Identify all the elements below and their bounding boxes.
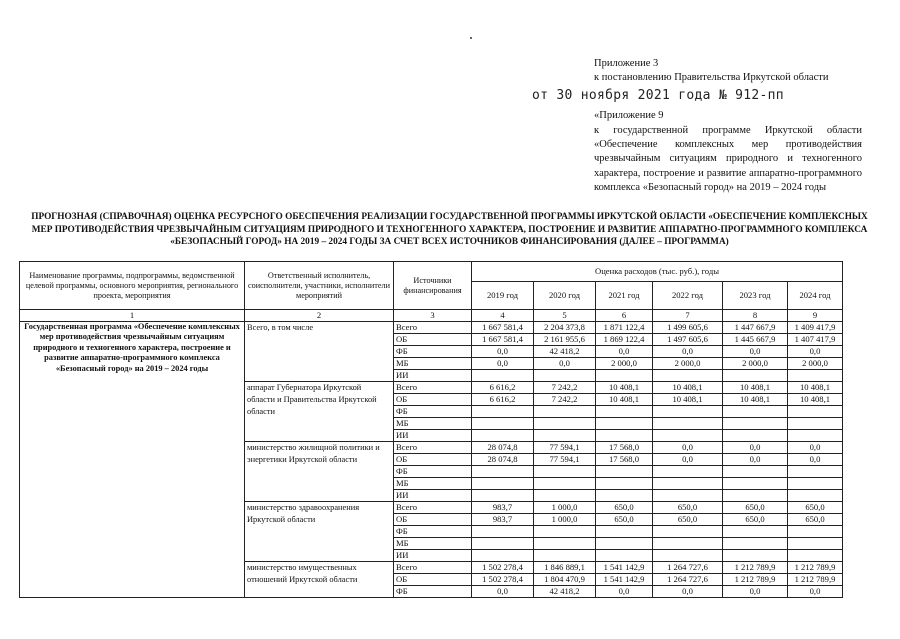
value-cell [534, 525, 596, 537]
value-cell: 2 161 955,6 [534, 333, 596, 345]
source-cell: Всего [394, 501, 472, 513]
value-cell [596, 489, 653, 501]
value-cell: 10 408,1 [723, 393, 788, 405]
source-cell: ИИ [394, 369, 472, 381]
value-cell: 650,0 [596, 501, 653, 513]
value-cell: 983,7 [472, 513, 534, 525]
year-header: 2019 год [472, 282, 534, 310]
value-cell: 1 804 470,9 [534, 573, 596, 585]
value-cell [723, 405, 788, 417]
value-cell: 1 869 122,4 [596, 333, 653, 345]
value-cell: 10 408,1 [596, 381, 653, 393]
year-header: 2023 год [723, 282, 788, 310]
source-cell: Всего [394, 381, 472, 393]
value-cell: 42 418,2 [534, 345, 596, 357]
value-cell: 1 541 142,9 [596, 561, 653, 573]
source-cell: ИИ [394, 429, 472, 441]
value-cell: 983,7 [472, 501, 534, 513]
value-cell [534, 477, 596, 489]
year-header: 2024 год [788, 282, 843, 310]
value-cell: 17 568,0 [596, 441, 653, 453]
column-index: 7 [653, 310, 723, 322]
value-cell [723, 369, 788, 381]
value-cell: 0,0 [723, 585, 788, 597]
col-header-executor: Ответственный исполнитель, соисполнители, участники, исполнители мероприятий [245, 262, 394, 310]
value-cell: 650,0 [788, 513, 843, 525]
value-cell [472, 405, 534, 417]
value-cell [596, 537, 653, 549]
value-cell [472, 477, 534, 489]
executor-cell: аппарат Губернатора Иркутской области и Правительства Иркутской области [245, 381, 394, 441]
value-cell: 1 264 727,6 [653, 561, 723, 573]
value-cell: 1 541 142,9 [596, 573, 653, 585]
value-cell: 7 242,2 [534, 393, 596, 405]
resolution-stamp: от 30 ноября 2021 года № 912-пп [532, 88, 784, 103]
value-cell: 1 502 278,4 [472, 561, 534, 573]
source-cell: ОБ [394, 393, 472, 405]
value-cell: 0,0 [788, 585, 843, 597]
value-cell: 28 074,8 [472, 453, 534, 465]
value-cell: 17 568,0 [596, 453, 653, 465]
source-cell: Всего [394, 321, 472, 333]
value-cell [653, 525, 723, 537]
year-header: 2020 год [534, 282, 596, 310]
value-cell [596, 465, 653, 477]
value-cell: 0,0 [472, 357, 534, 369]
value-cell [472, 489, 534, 501]
value-cell [653, 429, 723, 441]
value-cell [788, 489, 843, 501]
column-index: 2 [245, 310, 394, 322]
value-cell [534, 489, 596, 501]
value-cell [596, 405, 653, 417]
value-cell [472, 429, 534, 441]
value-cell [723, 417, 788, 429]
value-cell [788, 429, 843, 441]
value-cell: 6 616,2 [472, 381, 534, 393]
value-cell [788, 405, 843, 417]
value-cell [472, 525, 534, 537]
value-cell: 0,0 [788, 441, 843, 453]
source-cell: ОБ [394, 453, 472, 465]
column-index: 1 [20, 310, 245, 322]
value-cell [534, 417, 596, 429]
value-cell: 650,0 [723, 513, 788, 525]
value-cell [653, 549, 723, 561]
source-cell: ФБ [394, 525, 472, 537]
source-cell: ОБ [394, 573, 472, 585]
value-cell: 10 408,1 [788, 393, 843, 405]
source-cell: ФБ [394, 465, 472, 477]
value-cell: 0,0 [596, 585, 653, 597]
value-cell [534, 405, 596, 417]
value-cell [723, 549, 788, 561]
value-cell: 2 204 373,8 [534, 321, 596, 333]
appendix9-label: «Приложение 9 [594, 110, 664, 121]
value-cell [472, 369, 534, 381]
value-cell [596, 549, 653, 561]
source-cell: МБ [394, 357, 472, 369]
value-cell: 0,0 [723, 345, 788, 357]
value-cell: 2 000,0 [788, 357, 843, 369]
value-cell [723, 525, 788, 537]
source-cell: Всего [394, 441, 472, 453]
source-cell: МБ [394, 537, 472, 549]
value-cell: 1 497 605,6 [653, 333, 723, 345]
value-cell: 0,0 [723, 441, 788, 453]
column-index: 3 [394, 310, 472, 322]
value-cell [596, 417, 653, 429]
value-cell: 0,0 [653, 585, 723, 597]
value-cell [653, 537, 723, 549]
source-cell: ОБ [394, 513, 472, 525]
value-cell [653, 489, 723, 501]
appendix-label: Приложение 3 [594, 58, 659, 69]
value-cell [788, 477, 843, 489]
source-cell: Всего [394, 561, 472, 573]
value-cell: 10 408,1 [596, 393, 653, 405]
executor-cell: министерство жилищной политики и энергетики Иркутской области [245, 441, 394, 501]
value-cell [788, 525, 843, 537]
value-cell: 2 000,0 [596, 357, 653, 369]
value-cell [723, 465, 788, 477]
value-cell: 650,0 [788, 501, 843, 513]
value-cell: 0,0 [596, 345, 653, 357]
value-cell: 650,0 [596, 513, 653, 525]
value-cell: 1 445 667,9 [723, 333, 788, 345]
value-cell: 0,0 [472, 585, 534, 597]
value-cell [472, 465, 534, 477]
value-cell: 1 212 789,9 [723, 573, 788, 585]
column-index: 4 [472, 310, 534, 322]
value-cell [653, 405, 723, 417]
value-cell: 1 667 581,4 [472, 333, 534, 345]
value-cell: 1 212 789,9 [788, 561, 843, 573]
executor-cell: Всего, в том числе [245, 321, 394, 381]
value-cell: 1 667 581,4 [472, 321, 534, 333]
value-cell [472, 549, 534, 561]
source-cell: МБ [394, 417, 472, 429]
value-cell: 2 000,0 [653, 357, 723, 369]
value-cell [723, 429, 788, 441]
value-cell: 650,0 [653, 513, 723, 525]
value-cell: 10 408,1 [653, 393, 723, 405]
value-cell: 77 594,1 [534, 453, 596, 465]
value-cell [723, 537, 788, 549]
appendix-reference: к постановлению Правительства Иркутской области [594, 72, 829, 83]
value-cell: 28 074,8 [472, 441, 534, 453]
source-cell: ОБ [394, 333, 472, 345]
col-header-source: Источники финансирования [394, 262, 472, 310]
value-cell: 10 408,1 [653, 381, 723, 393]
year-header: 2021 год [596, 282, 653, 310]
value-cell: 0,0 [788, 345, 843, 357]
value-cell [653, 369, 723, 381]
value-cell: 0,0 [472, 345, 534, 357]
value-cell [653, 465, 723, 477]
value-cell [534, 465, 596, 477]
value-cell [596, 429, 653, 441]
value-cell: 1 000,0 [534, 501, 596, 513]
column-index: 8 [723, 310, 788, 322]
value-cell: 650,0 [723, 501, 788, 513]
resource-table [19, 261, 843, 598]
value-cell: 1 502 278,4 [472, 573, 534, 585]
executor-cell: министерство имущественных отношений Иркутской области [245, 561, 394, 597]
source-cell: ИИ [394, 489, 472, 501]
value-cell: 1 871 122,4 [596, 321, 653, 333]
value-cell: 1 212 789,9 [788, 573, 843, 585]
value-cell [723, 477, 788, 489]
value-cell: 6 616,2 [472, 393, 534, 405]
value-cell [723, 489, 788, 501]
value-cell [596, 477, 653, 489]
program-name: Государственная программа «Обеспечение комплексных мер противодействия чрезвычайным ситуациям природного и техногенного характера, построение и развитие аппаратно-программного комплекса «Безопасный город» на 2019 – 2024 годы [20, 321, 245, 597]
value-cell [534, 537, 596, 549]
executor-cell: министерство здравоохранения Иркутской области [245, 501, 394, 561]
value-cell: 1 447 667,9 [723, 321, 788, 333]
value-cell: 0,0 [653, 453, 723, 465]
column-index: 9 [788, 310, 843, 322]
value-cell [788, 369, 843, 381]
value-cell: 10 408,1 [723, 381, 788, 393]
year-header: 2022 год [653, 282, 723, 310]
source-cell: ФБ [394, 345, 472, 357]
col-header-costs: Оценка расходов (тыс. руб.), годы [472, 262, 843, 282]
value-cell: 1 264 727,6 [653, 573, 723, 585]
value-cell [534, 429, 596, 441]
value-cell [788, 417, 843, 429]
value-cell: 1 409 417,9 [788, 321, 843, 333]
scan-speck [470, 37, 472, 39]
value-cell [788, 465, 843, 477]
value-cell [534, 549, 596, 561]
value-cell: 0,0 [653, 441, 723, 453]
source-cell: МБ [394, 477, 472, 489]
column-index: 5 [534, 310, 596, 322]
value-cell: 0,0 [653, 345, 723, 357]
source-cell: ФБ [394, 405, 472, 417]
table-row [20, 321, 843, 333]
value-cell [596, 369, 653, 381]
value-cell: 77 594,1 [534, 441, 596, 453]
value-cell [788, 537, 843, 549]
column-index: 6 [596, 310, 653, 322]
value-cell: 1 000,0 [534, 513, 596, 525]
value-cell: 7 242,2 [534, 381, 596, 393]
document-title: ПРОГНОЗНАЯ (СПРАВОЧНАЯ) ОЦЕНКА РЕСУРСНОГО ОБЕСПЕЧЕНИЯ РЕАЛИЗАЦИИ ГОСУДАРСТВЕННОЙ ПРОГРАММЫ ИРКУТСКОЙ ОБЛАСТИ «ОБЕСПЕЧЕНИЕ КОМПЛЕКСНЫХ МЕР ПРОТИВОДЕЙСТВИЯ ЧРЕЗВЫЧАЙНЫМ СИТУАЦИЯМ ПРИРОДНОГО И ТЕХНОГЕННОГО ХАРАКТЕРА, ПОСТРОЕНИЕ И РАЗВИТИЕ АППАРАТНО-ПРОГРАММНОГО КОМПЛЕКСА «БЕЗОПАСНЫЙ ГОРОД» НА 2019 – 2024 ГОДЫ ЗА СЧЕТ ВСЕХ ИСТОЧНИКОВ ФИНАНСИРОВАНИЯ (ДАЛЕЕ – ПРОГРАММА) [31, 212, 868, 248]
value-cell: 2 000,0 [723, 357, 788, 369]
col-header-name: Наименование программы, подпрограммы, ведомственной целевой программы, основного мероприятия, регионального проекта, мероприятия [20, 262, 245, 310]
value-cell [472, 537, 534, 549]
value-cell [653, 417, 723, 429]
value-cell [472, 417, 534, 429]
value-cell: 0,0 [534, 357, 596, 369]
value-cell [788, 549, 843, 561]
value-cell: 1 407 417,9 [788, 333, 843, 345]
value-cell: 10 408,1 [788, 381, 843, 393]
value-cell: 1 499 605,6 [653, 321, 723, 333]
value-cell: 1 212 789,9 [723, 561, 788, 573]
value-cell [534, 369, 596, 381]
value-cell: 650,0 [653, 501, 723, 513]
appendix9-text: к государственной программе Иркутской области «Обеспечение комплексных мер противодействия чрезвычайным ситуациям природного и техногенного характера, построение и развитие аппаратно-программного комплекса «Безопасный город» на 2019 – 2024 годы [594, 125, 862, 193]
value-cell: 42 418,2 [534, 585, 596, 597]
source-cell: ФБ [394, 585, 472, 597]
value-cell: 0,0 [788, 453, 843, 465]
value-cell: 1 846 889,1 [534, 561, 596, 573]
source-cell: ИИ [394, 549, 472, 561]
value-cell: 0,0 [723, 453, 788, 465]
value-cell [596, 525, 653, 537]
value-cell [653, 477, 723, 489]
